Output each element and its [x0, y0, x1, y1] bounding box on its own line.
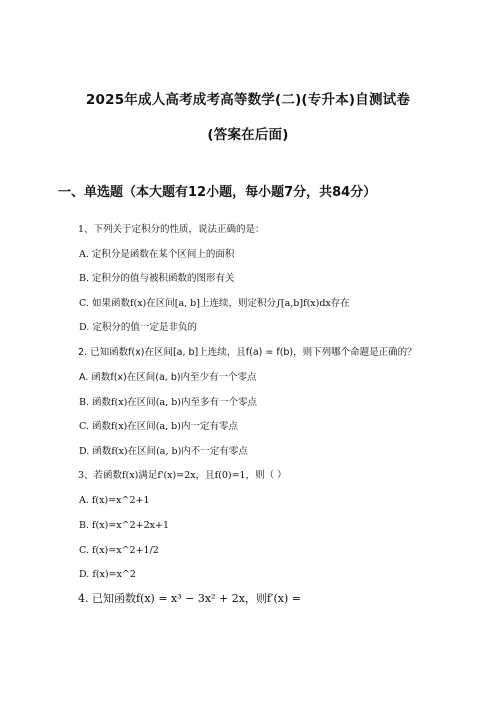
question-2-option-d: D. 函数f(x)在区间(a, b)内不一定有零点 [79, 446, 248, 457]
question-2-option-b: B. 函数f(x)在区间(a, b)内至多有一个零点 [79, 397, 258, 408]
question-1-option-a: A. 定积分是函数在某个区间上的面积 [79, 249, 235, 260]
document-subtitle: (答案在后面) [207, 127, 289, 143]
question-1-stem: 1、下列关于定积分的性质，说法正确的是： [78, 224, 265, 235]
question-3-option-c: C. f(x)=x^2+1/2 [79, 545, 159, 556]
question-1-option-b: B. 定积分的值与被积函数的图形有关 [79, 273, 235, 284]
question-4-stem: 4. 已知函数f(x) = x³ − 3x² + 2x，则f′(x) = [78, 592, 301, 605]
question-3-stem: 3、若函数f(x)满足f'(x)=2x，且f(0)=1，则（ ） [78, 470, 287, 481]
question-1-option-d: D. 定积分的值一定是非负的 [79, 322, 197, 333]
question-3-option-d: D. f(x)=x^2 [79, 569, 136, 580]
question-1-option-c: C. 如果函数f(x)在区间[a, b]上连续，则定积分∫[a,b]f(x)dx存在 [79, 298, 350, 309]
question-2-option-a: A. 函数f(x)在区间(a, b)内至少有一个零点 [79, 372, 257, 383]
question-2-option-c: C. 函数f(x)在区间(a, b)内一定有零点 [79, 421, 238, 432]
document-title: 2025年成人高考成考高等数学(二)(专升本)自测试卷 [85, 92, 411, 108]
question-3-option-b: B. f(x)=x^2+2x+1 [79, 520, 169, 531]
question-3-option-a: A. f(x)=x^2+1 [79, 495, 150, 506]
question-2-stem: 2. 已知函数f(x)在区间[a, b]上连续，且f(a) = f(b)，则下列哪个命题是正确的？ [78, 347, 417, 358]
section-heading: 一、单选题（本大题有12小题，每小题7分，共84分） [58, 185, 377, 200]
